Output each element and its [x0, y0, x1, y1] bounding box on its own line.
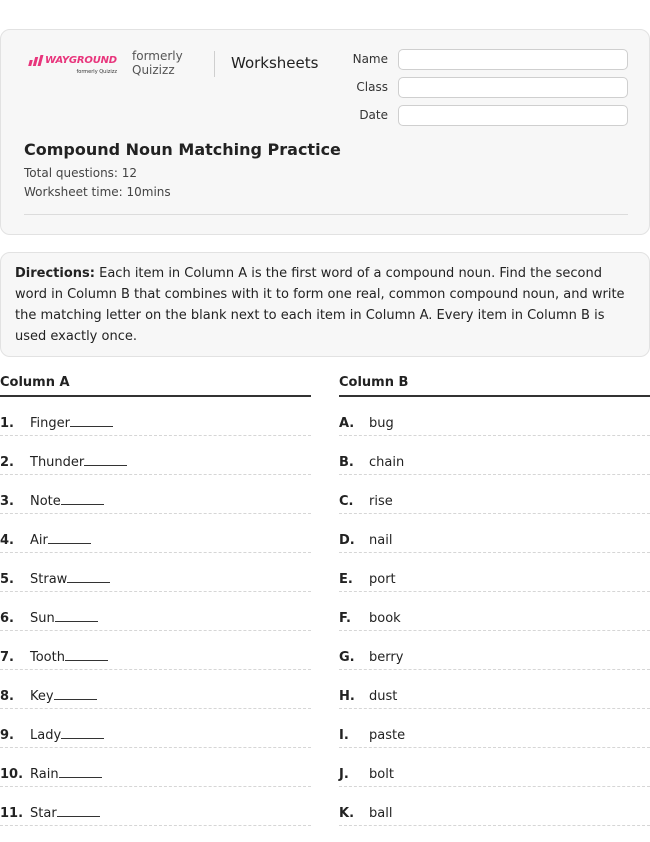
item-word-wrap	[369, 416, 394, 431]
item-word: rise	[369, 494, 393, 509]
worksheet-time: Worksheet time: 10mins	[24, 185, 171, 199]
header-divider	[214, 51, 215, 77]
total-questions: Total questions: 12	[24, 166, 138, 180]
date-field[interactable]	[398, 105, 628, 126]
item-word: Tooth	[30, 650, 65, 665]
item-word-wrap	[369, 611, 401, 626]
item-number: 7.	[0, 650, 14, 665]
name-label: Name	[352, 52, 388, 66]
column-a-row	[0, 436, 311, 475]
column-b-row	[339, 436, 650, 475]
item-word: Straw	[30, 572, 68, 587]
column-b-header: Column B	[339, 374, 650, 397]
column-b-row	[339, 553, 650, 592]
item-word-wrap	[369, 767, 394, 782]
item-word-wrap	[369, 455, 404, 470]
item-number: 2.	[0, 455, 14, 470]
item-number: 4.	[0, 533, 14, 548]
item-number: 1.	[0, 416, 14, 431]
answer-blank[interactable]	[48, 533, 91, 544]
item-word-wrap	[369, 806, 392, 821]
class-label: Class	[356, 80, 388, 94]
item-letter: C.	[339, 494, 354, 509]
header-rule	[24, 214, 628, 215]
answer-blank[interactable]	[67, 572, 110, 583]
column-b-row	[339, 709, 650, 748]
item-word-wrap	[369, 494, 393, 509]
item-letter: K.	[339, 806, 355, 821]
item-word: Thunder	[30, 455, 85, 470]
column-a-row	[0, 748, 311, 787]
item-word: Rain	[30, 767, 59, 782]
item-word: chain	[369, 455, 405, 470]
item-letter: I.	[339, 728, 349, 743]
answer-blank[interactable]	[84, 455, 127, 466]
answer-blank[interactable]	[57, 806, 100, 817]
item-word: Star	[30, 806, 57, 821]
item-word: Air	[30, 533, 48, 548]
logo-text: WAYGROUND	[45, 54, 117, 66]
column-a-row	[0, 397, 311, 436]
item-word: ball	[369, 806, 393, 821]
worksheets-label: Worksheets	[231, 54, 319, 72]
logo-bars-icon	[28, 55, 44, 66]
item-number: 11.	[0, 806, 24, 821]
logo-subtext: formerly Quizizz	[76, 69, 117, 75]
item-word-wrap	[30, 572, 110, 587]
name-field[interactable]	[398, 49, 628, 70]
item-number: 8.	[0, 689, 14, 704]
column-a	[0, 374, 311, 826]
item-word: berry	[369, 650, 404, 665]
item-number: 5.	[0, 572, 14, 587]
item-letter: A.	[339, 416, 355, 431]
item-word-wrap	[30, 611, 98, 626]
column-b-row	[339, 397, 650, 436]
column-a-row	[0, 475, 311, 514]
item-word-wrap	[30, 806, 100, 821]
item-letter: E.	[339, 572, 353, 587]
column-b-row	[339, 631, 650, 670]
column-a-row	[0, 553, 311, 592]
worksheet-title: Compound Noun Matching Practice	[24, 140, 341, 159]
item-letter: D.	[339, 533, 355, 548]
answer-blank[interactable]	[61, 494, 104, 505]
item-letter: G.	[339, 650, 355, 665]
item-letter: H.	[339, 689, 355, 704]
date-label: Date	[359, 108, 388, 122]
item-letter: J.	[339, 767, 349, 782]
item-word-wrap	[30, 455, 127, 470]
item-word-wrap	[369, 572, 396, 587]
column-a-row	[0, 709, 311, 748]
item-word-wrap	[369, 650, 403, 665]
answer-blank[interactable]	[61, 728, 104, 739]
item-word: nail	[369, 533, 393, 548]
answer-blank[interactable]	[55, 611, 98, 622]
formerly-quizizz-text: formerly Quizizz	[132, 49, 183, 77]
column-a-row	[0, 670, 311, 709]
item-number: 10.	[0, 767, 24, 782]
column-a-row	[0, 787, 311, 826]
item-word: paste	[369, 728, 406, 743]
item-number: 9.	[0, 728, 14, 743]
answer-blank[interactable]	[59, 767, 102, 778]
column-a-row	[0, 592, 311, 631]
column-a-row	[0, 631, 311, 670]
item-word: Lady	[30, 728, 62, 743]
item-number: 3.	[0, 494, 14, 509]
answer-blank[interactable]	[54, 689, 97, 700]
column-b-row	[339, 670, 650, 709]
worksheet-header	[0, 29, 650, 235]
item-word-wrap	[369, 689, 397, 704]
item-word: book	[369, 611, 401, 626]
item-word-wrap	[30, 728, 104, 743]
item-word: Note	[30, 494, 61, 509]
directions-label: Directions:	[15, 266, 95, 281]
directions-text: Each item in Column A is the first word of a compound noun. Find the second word in Column B that combines with it to form one real, common compound noun, and write the matching letter on the blank next to each item in Column A. Every item in Column B is used exactly once.	[15, 266, 625, 344]
item-word-wrap	[369, 728, 405, 743]
item-letter: F.	[339, 611, 351, 626]
item-word-wrap	[30, 767, 102, 782]
item-word-wrap	[30, 689, 97, 704]
item-word: Key	[30, 689, 54, 704]
column-a-header: Column A	[0, 374, 311, 397]
column-b-row	[339, 748, 650, 787]
item-word-wrap	[30, 494, 104, 509]
item-word-wrap	[30, 650, 108, 665]
column-b-row	[339, 787, 650, 826]
directions-box	[0, 252, 650, 357]
wayground-logo	[28, 52, 120, 75]
item-word: dust	[369, 689, 398, 704]
class-field[interactable]	[398, 77, 628, 98]
answer-blank[interactable]	[65, 650, 108, 661]
item-word: port	[369, 572, 396, 587]
column-b-row	[339, 514, 650, 553]
item-word: bug	[369, 416, 394, 431]
column-b-row	[339, 592, 650, 631]
item-word: Finger	[30, 416, 70, 431]
item-word-wrap	[369, 533, 392, 548]
item-letter: B.	[339, 455, 354, 470]
column-b	[339, 374, 650, 826]
item-word-wrap	[30, 533, 91, 548]
item-word: bolt	[369, 767, 394, 782]
column-a-row	[0, 514, 311, 553]
column-b-row	[339, 475, 650, 514]
item-word-wrap	[30, 416, 113, 431]
item-number: 6.	[0, 611, 14, 626]
item-word: Sun	[30, 611, 55, 626]
answer-blank[interactable]	[70, 416, 113, 427]
